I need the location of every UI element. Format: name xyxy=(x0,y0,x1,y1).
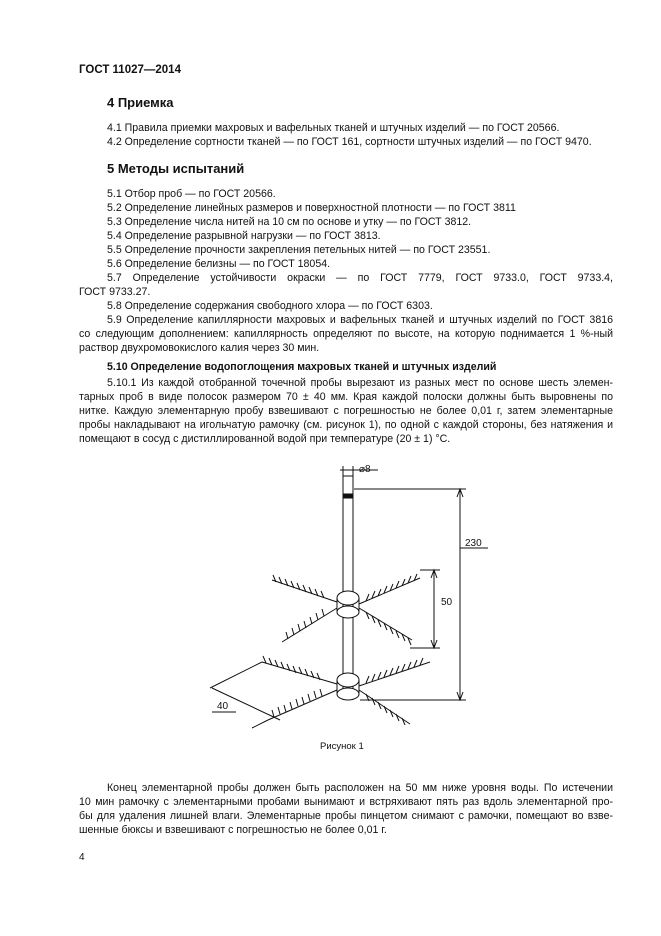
upper-arm-back-right xyxy=(359,578,420,604)
needles-upper-front-left xyxy=(286,609,324,639)
rod-mark xyxy=(343,494,353,498)
item-5-2: 5.2 Определение линейных размеров и поверхностной плотности — по ГОСТ 3811 xyxy=(107,202,516,214)
item-5-9-line3: раствор двухромовокислого калия через 30 мин. xyxy=(79,342,320,354)
item-5-6: 5.6 Определение белизны — по ГОСТ 18054. xyxy=(107,258,331,270)
document-header: ГОСТ 11027—2014 xyxy=(79,64,181,76)
item-5-5: 5.5 Определение прочности закрепления петельных нитей — по ГОСТ 23551. xyxy=(107,244,491,256)
item-5-8: 5.8 Определение содержания свободного хлора — по ГОСТ 6303. xyxy=(107,300,433,312)
item-5-10-1-line4: пробы накладывают на игольчатую рамочку (см. рисунок 1), по одной с каждой стороны, без натяжения и xyxy=(79,419,613,431)
item-5-9-line2: со следующим дополнением: капиллярность определяют по высоте, на которую поднимается 1 %-ный xyxy=(79,328,613,340)
dim-230-label: 230 xyxy=(465,538,482,549)
page-number: 4 xyxy=(79,852,85,863)
needles-upper-front-right xyxy=(366,612,411,645)
closing-line1: Конец элементарной пробы должен быть расположен на 50 мм ниже уровня воды. По истечении xyxy=(107,782,613,794)
upper-arm-front-right xyxy=(359,608,412,640)
lower-arm-back-left xyxy=(262,662,337,684)
closing-line3: бы для удаления лишней влаги. Элементарные пробы пинцетом снимают с рамочки, помещают во взве- xyxy=(79,810,613,822)
needles-upper-back-right xyxy=(366,574,417,601)
upper-hub xyxy=(337,591,359,605)
needles-lower-back-right xyxy=(366,658,423,683)
item-5-1: 5.1 Отбор проб — по ГОСТ 20566. xyxy=(107,188,276,200)
lower-hub xyxy=(337,673,359,687)
item-4-2: 4.2 Определение сортности тканей — по ГОСТ 161, сортности штучных изделий — по ГОСТ 9470. xyxy=(107,136,592,148)
lower-arm-front-left xyxy=(268,690,337,720)
item-5-10-1-line5: помещают в сосуд с дистиллированной водой при температуре (20 ± 1) °С. xyxy=(79,433,451,445)
item-5-10-heading: 5.10 Определение водопоглощения махровых тканей и штучных изделий xyxy=(107,361,497,373)
item-4-1: 4.1 Правила приемки махровых и вафельных тканей и штучных изделий — по ГОСТ 20566. xyxy=(107,122,560,134)
upper-arm-front-left xyxy=(282,608,337,642)
diameter-label: ⌀8 xyxy=(359,464,371,475)
item-5-4: 5.4 Определение разрывной нагрузки — по ГОСТ 3813. xyxy=(107,230,381,242)
figure-caption: Рисунок 1 xyxy=(320,741,364,752)
section-4-heading: 4 Приемка xyxy=(107,95,174,110)
closing-line4: шенные бюксы и взвешивают с погрешностью не более 0,01 г. xyxy=(79,824,387,836)
lower-arm-back-right xyxy=(359,662,430,686)
closing-line2: 10 мин рамочку с элементарными пробами вынимают и встряхивают пять раз вдоль элементарной про- xyxy=(79,796,613,808)
item-5-9-line1: 5.9 Определение капиллярности махровых и вафельных тканей и штучных изделий по ГОСТ 3816 xyxy=(107,314,613,326)
dim-40-label: 40 xyxy=(217,701,229,712)
item-5-10-1-line3: нитке. Каждую элементарную пробу взвешивают с погрешностью не более 0,01 г, затем элементарные xyxy=(79,405,613,417)
needles-lower-front-right xyxy=(366,694,405,725)
item-5-7-line1: 5.7 Определение устойчивости окраски — по ГОСТ 7779, ГОСТ 9733.0, ГОСТ 9733.4, xyxy=(107,272,613,284)
item-5-7-line2: ГОСТ 9733.27. xyxy=(79,286,151,298)
dim-50-label: 50 xyxy=(441,597,453,608)
needles-lower-front-left xyxy=(272,689,322,717)
item-5-10-1-line1: 5.10.1 Из каждой отобранной точечной пробы вырезают из разных мест по основе шесть элемен- xyxy=(107,377,613,389)
item-5-3: 5.3 Определение числа нитей на 10 см по основе и утку — по ГОСТ 3812. xyxy=(107,216,472,228)
section-5-heading: 5 Методы испытаний xyxy=(107,161,245,176)
item-5-10-1-line2: тарных проб в виде полосок размером 70 ± 40 мм. Края каждой полоски должны быть выровнены по xyxy=(79,391,613,403)
